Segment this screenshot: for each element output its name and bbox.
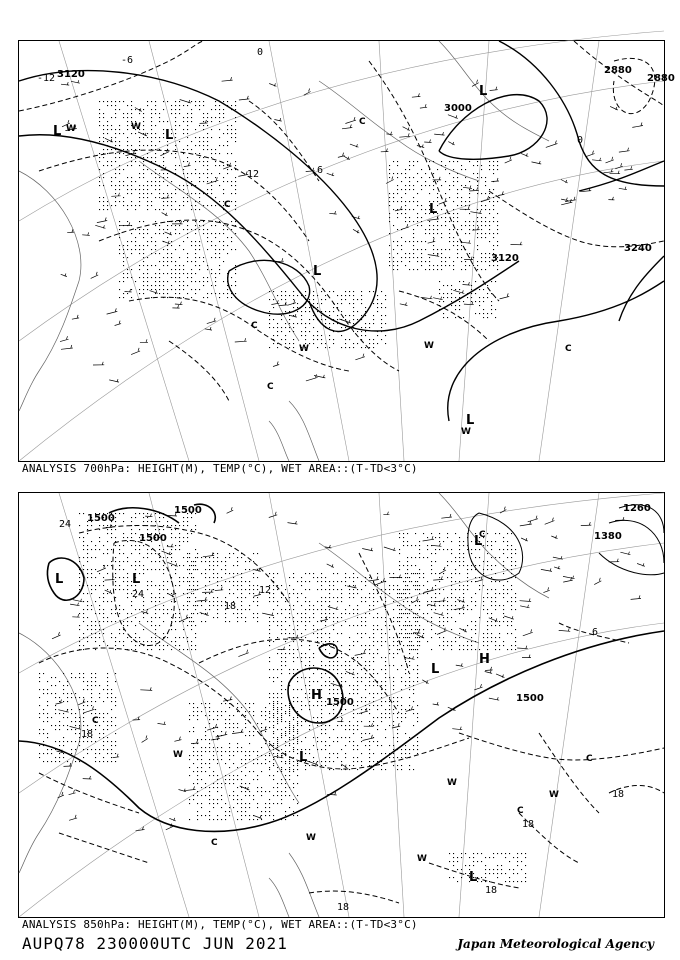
- temp-label: 18: [81, 729, 94, 740]
- temp-label: 18: [522, 819, 535, 830]
- pressure-centers: [55, 534, 490, 885]
- height-label: 1500: [326, 697, 354, 708]
- height-contours: [19, 504, 664, 831]
- height-labels: [57, 65, 675, 264]
- temp-label: 6: [592, 627, 599, 638]
- temp-label: 18: [485, 885, 498, 896]
- warm-marker: W: [424, 341, 434, 351]
- low-center-marker: L: [313, 264, 322, 279]
- latlon-grid: [19, 31, 664, 461]
- low-center-marker: L: [299, 750, 308, 765]
- cold-marker: C: [479, 530, 486, 540]
- temp-label: 18: [612, 789, 625, 800]
- cold-marker: C: [517, 806, 524, 816]
- temperature-labels: [37, 47, 583, 180]
- height-label: 1380: [594, 531, 622, 542]
- height-label: 3120: [491, 253, 519, 264]
- cold-marker: C: [92, 716, 99, 726]
- cold-marker: C: [224, 200, 231, 210]
- temp-label: 18: [224, 601, 237, 612]
- low-center-marker: L: [55, 572, 64, 587]
- warm-marker: W: [173, 750, 183, 760]
- panel-caption-850hpa: ANALYSIS 850hPa: HEIGHT(M), TEMP(°C), WET AREA::(T-TD<3°C): [22, 918, 418, 931]
- low-center-marker: L: [466, 413, 475, 428]
- height-contours-thin: [468, 505, 664, 580]
- cold-marker: C: [251, 321, 258, 331]
- wet-area-dots: [39, 513, 526, 882]
- cold-marker: C: [586, 754, 593, 764]
- warm-marker: W: [66, 124, 76, 134]
- low-center-marker: L: [165, 128, 174, 143]
- map-700hpa: [19, 41, 675, 461]
- warm-marker: W: [306, 833, 316, 843]
- bulletin-code: AUPQ78 230000UTC JUN 2021: [22, 934, 288, 953]
- temp-label: 12: [247, 169, 260, 180]
- height-label: 1500: [174, 505, 202, 516]
- temp-label: 18: [337, 902, 350, 913]
- height-contours: [19, 41, 664, 421]
- panel-caption-700hpa: ANALYSIS 700hPa: HEIGHT(M), TEMP(°C), WET AREA::(T-TD<3°C): [22, 462, 418, 475]
- height-label: 1260: [623, 503, 651, 514]
- warm-marker: W: [417, 854, 427, 864]
- cold-marker: C: [565, 344, 572, 354]
- agency-name: Japan Meteorological Agency: [457, 937, 654, 951]
- warm-marker: W: [549, 790, 559, 800]
- map-panel-850hpa: [18, 492, 665, 918]
- temp-label: 0: [577, 135, 584, 146]
- warm-marker: W: [131, 122, 141, 132]
- cold-marker: C: [359, 117, 366, 127]
- temp-label: 24: [59, 519, 72, 530]
- height-label: 1500: [516, 693, 544, 704]
- height-label: 3120: [57, 69, 85, 80]
- height-label: 1500: [139, 533, 167, 544]
- temp-label: 0: [257, 47, 264, 58]
- cold-marker: C: [211, 838, 218, 848]
- warm-marker: W: [299, 344, 309, 354]
- temp-label: -6: [121, 55, 134, 66]
- low-center-marker: L: [429, 202, 438, 217]
- low-center-marker: L: [474, 534, 483, 549]
- low-center-marker: L: [431, 662, 440, 677]
- warm-marker: W: [461, 427, 471, 437]
- height-label: 3240: [624, 243, 652, 254]
- cold-marker: C: [267, 382, 274, 392]
- height-label: 2880: [647, 73, 675, 84]
- low-center-marker: L: [132, 572, 141, 587]
- warm-marker: W: [447, 778, 457, 788]
- map-850hpa: [19, 493, 664, 917]
- low-center-marker: L: [479, 84, 488, 99]
- low-center-marker: L: [53, 124, 62, 139]
- temp-label: 24: [132, 589, 145, 600]
- map-panel-700hpa: [18, 40, 675, 462]
- height-label: 3000: [444, 103, 472, 114]
- high-center-marker: H: [479, 652, 490, 667]
- high-center-marker: H: [311, 688, 322, 703]
- height-label: 2880: [604, 65, 632, 76]
- temp-label: -12: [37, 73, 56, 84]
- temp-label: 6: [317, 165, 324, 176]
- low-center-marker: L: [469, 870, 478, 885]
- temp-label: 12: [259, 585, 272, 596]
- height-label: 1500: [87, 513, 115, 524]
